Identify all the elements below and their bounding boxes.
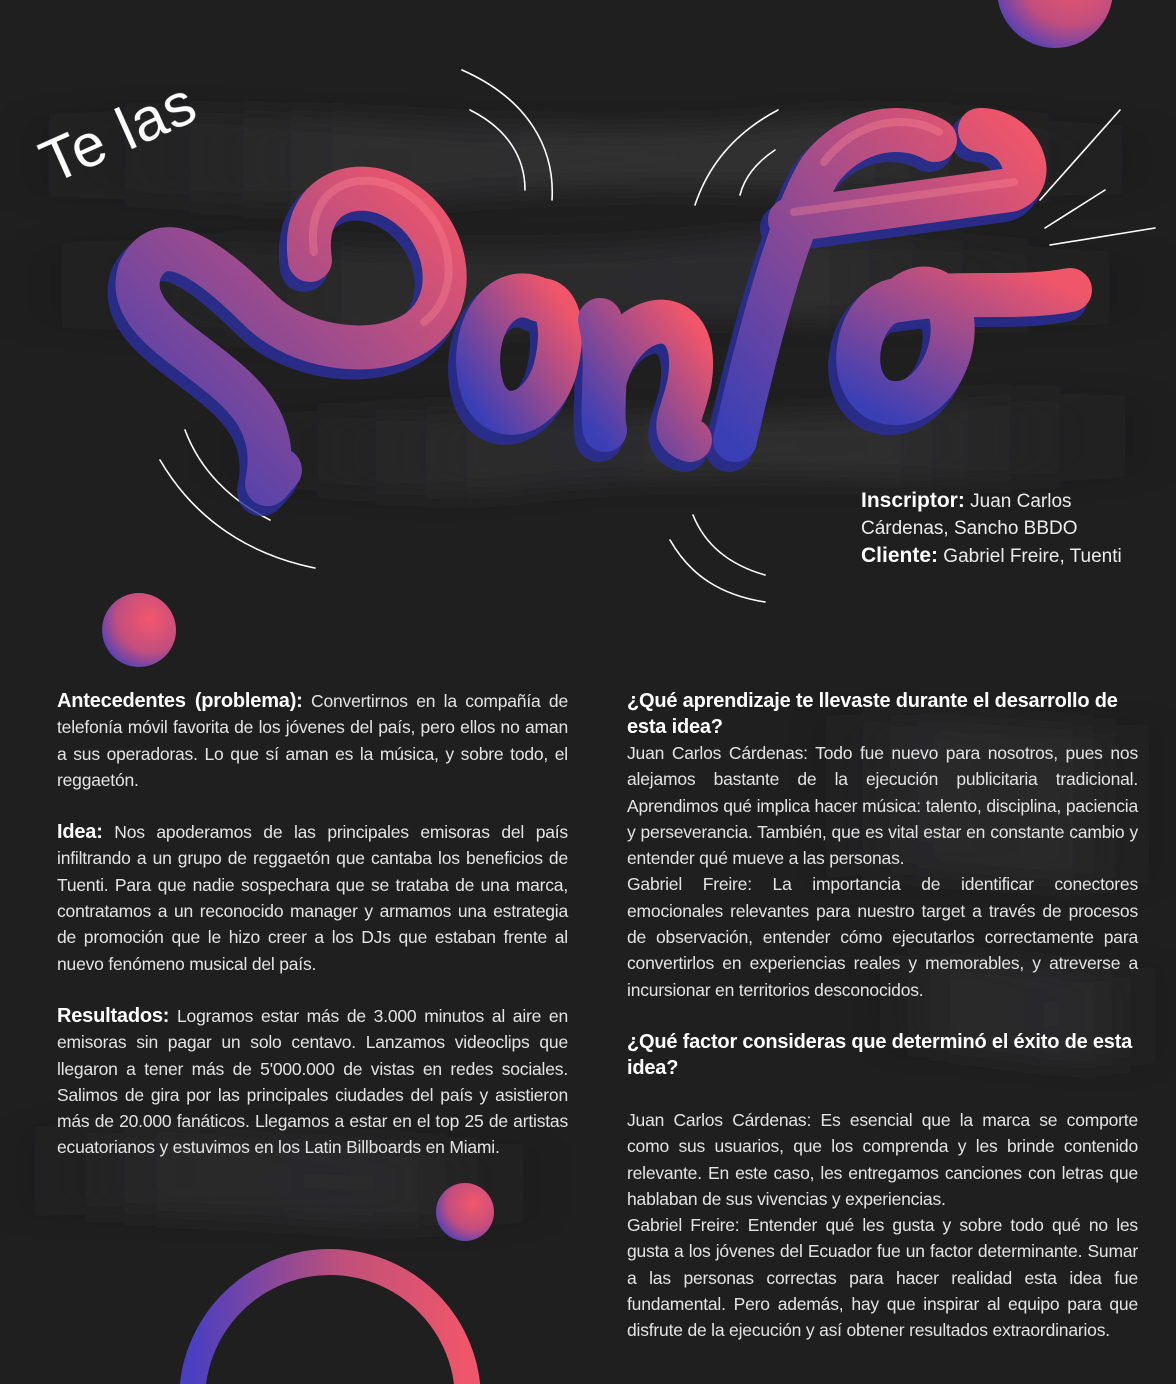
credits-inscriptor [861, 487, 1161, 542]
answer-1-juan-carlos: Juan Carlos Cárdenas: Todo fue nuevo para nosotros, pues nos alejamos bastante de la ejecución publicitaria tradicional. Aprendimos qué implica hacer música: talento, disciplina, paciencia y perseverancia. También, que es vital estar en constante cambio y entender qué mueve a las personas. [627, 743, 1138, 869]
inscriptor-label: Inscriptor: [861, 489, 965, 512]
answer-2-juan-carlos: Juan Carlos Cárdenas: Es esencial que la marca se comporte como sus usuarios, que los comprenda y les brinde contenido relevante. En este caso, les entregamos canciones con letras que hablaban de sus vivencias y experiencias. [627, 1109, 1138, 1209]
decor-ball-top-right [997, 0, 1113, 48]
antecedentes-text: Convertirnos en la compañía de telefonía móvil favorita de los jóvenes del país, pero ellos no aman a sus operadoras. Lo que sí aman es la música, y sobre todo, el reggaetón. [57, 691, 568, 790]
antecedentes-label: Antecedentes (problema): [57, 690, 303, 712]
antecedentes-paragraph [57, 688, 568, 793]
idea-paragraph [57, 819, 568, 977]
right-column [627, 688, 1138, 1344]
decor-ball-left [102, 593, 176, 667]
question-1: ¿Qué aprendizaje te llevaste durante el desarrollo de esta idea? [627, 690, 1118, 738]
inscriptor-value: Juan Carlos Cárdenas, Sancho BBDO [861, 491, 1078, 539]
left-column [57, 688, 568, 1161]
answer-2-gabriel: Gabriel Freire: Entender qué les gusta y sobre todo qué no les gusta a los jóvenes del Ecuador fue un factor determinante. Sumar a las personas correctas para hacer realidad esta idea fue fundamental. Pero además, hay que inspirar al equipo para que disfrute de la ejecución y así obtener resultados extraordinarios. [627, 1215, 1138, 1341]
idea-text: Nos apoderamos de las principales emisoras del país infiltrando a un grupo de reggaetón que cantaba los beneficios de Tuenti. Para que nadie sospechara que se trataba de una marca, contratamos a un reconocido manager y armamos una estrategia de promoción que le hizo creer a los DJs que estaban frente al nuevo fenómeno musical del país. [57, 822, 568, 974]
resultados-paragraph [57, 1003, 568, 1161]
idea-label: Idea: [57, 821, 103, 844]
resultados-text: Logramos estar más de 3.000 minutos al aire en emisoras sin pagar un solo centavo. Lanzamos videoclips que llegaron a tener más de 5'000.000 de vistas en redes sociales. Salimos de gira por las principales ciudades del país y asistieron más de 20.000 fanáticos. Llegamos a estar en el top 25 de artistas ecuatorianos y estuvimos en los Latin Billboards en Miami. [57, 1005, 568, 1158]
answer-1-gabriel: Gabriel Freire: La importancia de identificar conectores emocionales relevantes para nuestro target a través de procesos de observación, entender cómo ejecutarlos correctamente para convertirlos en experiencias reales y memorables, y atreverse a incursionar en territorios desconocidos. [627, 874, 1138, 1000]
cliente-value: Gabriel Freire, Tuenti [938, 546, 1122, 567]
resultados-label: Resultados: [57, 1004, 170, 1027]
header-kicker: Te las [30, 68, 207, 197]
question-2: ¿Qué factor consideras que determinó el éxito de esta idea? [627, 1030, 1133, 1079]
credits-cliente [861, 542, 1161, 570]
credits-block [861, 487, 1161, 570]
decor-ring-bottom [192, 1262, 468, 1384]
decor-ball-bottom [436, 1183, 494, 1241]
cliente-label: Cliente: [861, 544, 939, 567]
